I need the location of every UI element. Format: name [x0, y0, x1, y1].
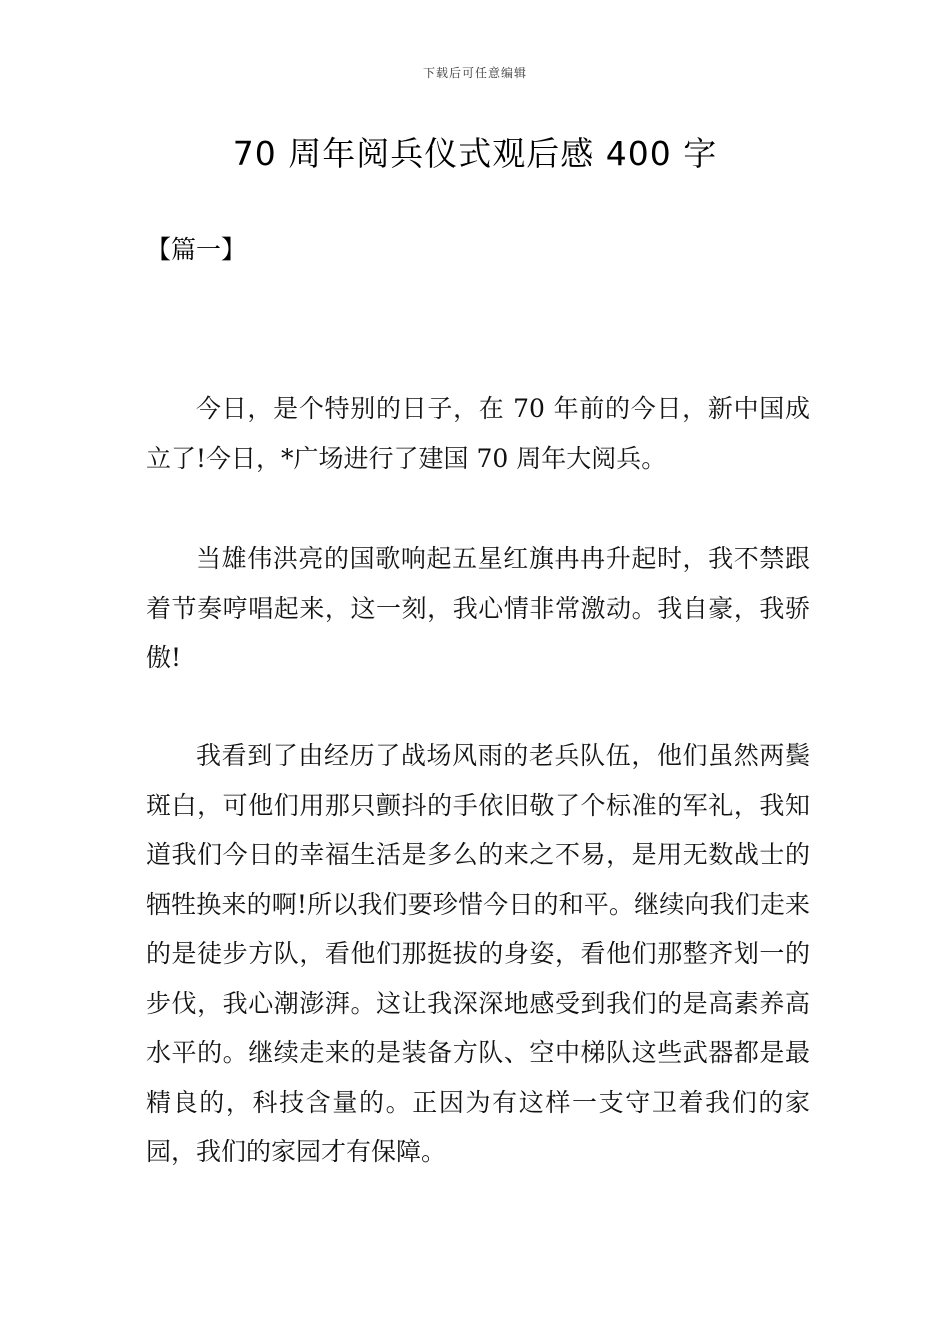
- page-header-note: 下载后可任意编辑: [422, 66, 527, 80]
- paragraph-3: 我看到了由经历了战场风雨的老兵队伍，他们虽然两鬓斑白，可他们用那只颤抖的手依旧敬了个标准的军礼，我知道我们今日的幸福生活是多么的来之不易，是用无数战士的牺牲换来的啊!所以我们要珍惜今日的和平。继续向我们走来的是徒步方队，看他们那挺拔的身姿，看他们那整齐划一的步伐，我心潮澎湃。这让我深深地感受到我们的是高素养高水平的。继续走来的是装备方队、空中梯队这些武器都是最精良的，科技含量的。正因为有这样一支守卫着我们的家园，我们的家园才有保障。: [146, 741, 810, 1166]
- document-title: 70 周年阅兵仪式观后感 400 字: [232, 134, 718, 173]
- paragraph-2: 当雄伟洪亮的国歌响起五星红旗冉冉升起时，我不禁跟着节奏哼唱起来，这一刻，我心情非常激动。我自豪，我骄傲!: [146, 544, 810, 672]
- section-label: 【篇一】: [146, 235, 247, 264]
- paragraph-1: 今日，是个特别的日子，在 70 年前的今日，新中国成立了!今日，*广场进行了建国 70 周年大阅兵。: [146, 394, 810, 473]
